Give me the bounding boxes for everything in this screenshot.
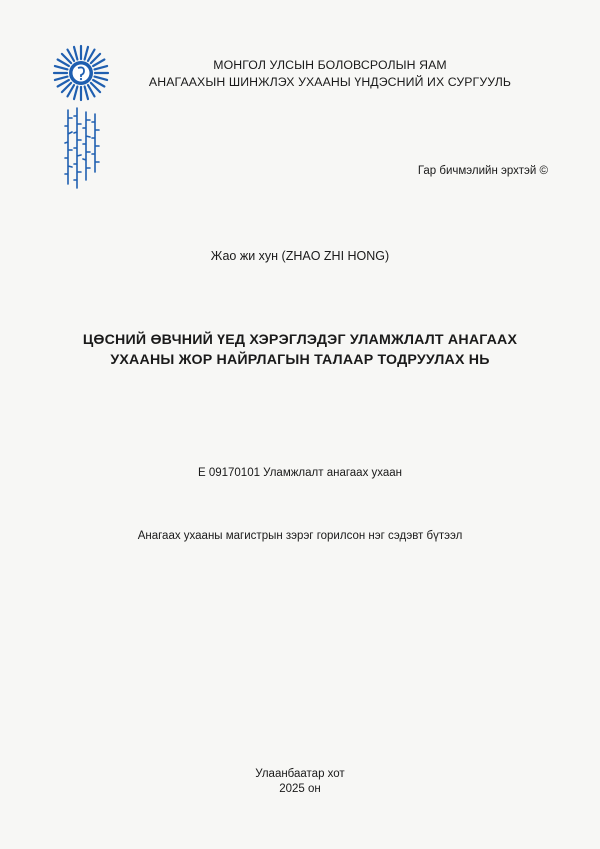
university-name: АНАГААХЫН ШИНЖЛЭХ УХААНЫ ҮНДЭСНИЙ ИХ СУРГУУЛЬ (148, 75, 512, 89)
thesis-title (40, 330, 560, 370)
specialty-code: E 09170101 Уламжлалт анагаах ухаан (197, 467, 403, 479)
university-emblem-icon (52, 44, 112, 194)
place-and-year (0, 767, 600, 797)
year: 2025 он (279, 783, 321, 795)
thesis-title-line-1: ЦӨСНИЙ ӨВЧНИЙ ҮЕД ХЭРЭГЛЭДЭГ УЛАМЖЛАЛТ АНАГААХ (82, 332, 518, 348)
degree-statement: Анагаах ухааны магистрын зэрэг горилсон нэг сэдэвт бүтээл (137, 530, 463, 542)
author-name: Жао жи хун (ZHAO ZHI HONG) (210, 249, 390, 263)
copyright-notice: Гар бичмэлийн эрхтэй © (417, 165, 548, 177)
thesis-title-line-2: УХААНЫ ЖОР НАЙРЛАГЫН ТАЛААР ТОДРУУЛАХ НЬ (110, 352, 490, 368)
ministry-name: МОНГОЛ УЛСЫН БОЛОВСРОЛЫН ЯАМ (213, 58, 447, 72)
institution-header (120, 57, 540, 91)
city: Улаанбаатар хот (255, 768, 345, 780)
